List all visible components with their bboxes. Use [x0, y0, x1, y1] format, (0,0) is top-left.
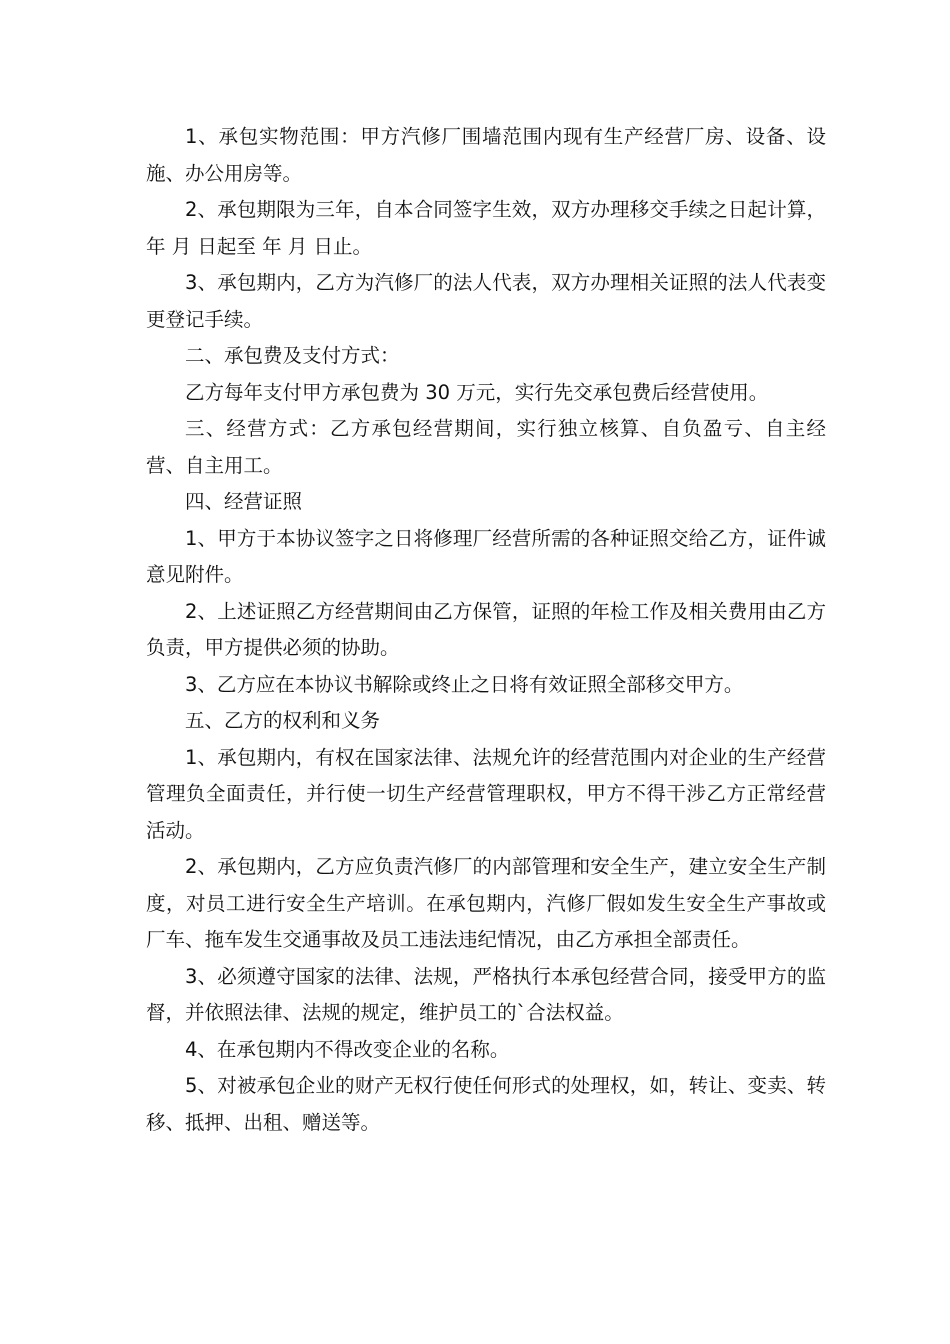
paragraph-6: 2、上述证照乙方经营期间由乙方保管，证照的年检工作及相关费用由乙方负责，甲方提供必须的协助。	[146, 599, 826, 659]
paragraph-1: 1、承包实物范围：甲方汽修厂围墙范围内现有生产经营厂房、设备、设施、办公用房等。	[146, 125, 826, 185]
section-heading-5: 五、乙方的权利和义务	[185, 709, 381, 732]
paragraph-2: 2、承包期限为三年，自本合同签字生效，双方办理移交手续之日起计算， 年 月 日起至 年 月 日止。	[146, 198, 826, 258]
paragraph-12: 5、对被承包企业的财产无权行使任何形式的处理权，如，转让、变卖、转移、抵押、出租、赠送等。	[146, 1074, 826, 1134]
paragraph-5: 1、甲方于本协议签字之日将修理厂经营所需的各种证照交给乙方，证件诚意见附件。	[146, 526, 826, 586]
paragraph-7: 3、乙方应在本协议书解除或终止之日将有效证照全部移交甲方。	[185, 672, 744, 696]
section-heading-3: 三、经营方式：乙方承包经营期间，实行独立核算、自负盈亏、自主经营、自主用工。	[146, 417, 826, 477]
paragraph-10: 3、必须遵守国家的法律、法规，严格执行本承包经营合同，接受甲方的监督，并依照法律、法规的规定，维护员工的`合法权益。	[146, 964, 826, 1024]
paragraph-8: 1、承包期内，有权在国家法律、法规允许的经营范围内对企业的生产经营管理负全面责任，并行使一切生产经营管理职权，甲方不得干涉乙方正常经营活动。	[146, 745, 826, 842]
paragraph-3: 3、承包期内，乙方为汽修厂的法人代表，双方办理相关证照的法人代表变更登记手续。	[146, 271, 826, 331]
section-heading-4: 四、经营证照	[185, 490, 303, 513]
section-heading-2: 二、承包费及支付方式：	[185, 344, 400, 367]
paragraph-11: 4、在承包期内不得改变企业的名称。	[185, 1037, 510, 1061]
paragraph-4: 乙方每年支付甲方承包费为 30 万元，实行先交承包费后经营使用。	[185, 380, 769, 404]
paragraph-9: 2、承包期内，乙方应负责汽修厂的内部管理和安全生产，建立安全生产制度，对员工进行安全生产培训。在承包期内，汽修厂假如发生安全生产事故或厂车、拖车发生交通事故及员工违法违纪情况，由乙方承担全部责任。	[146, 855, 826, 951]
document-body	[146, 119, 826, 1141]
